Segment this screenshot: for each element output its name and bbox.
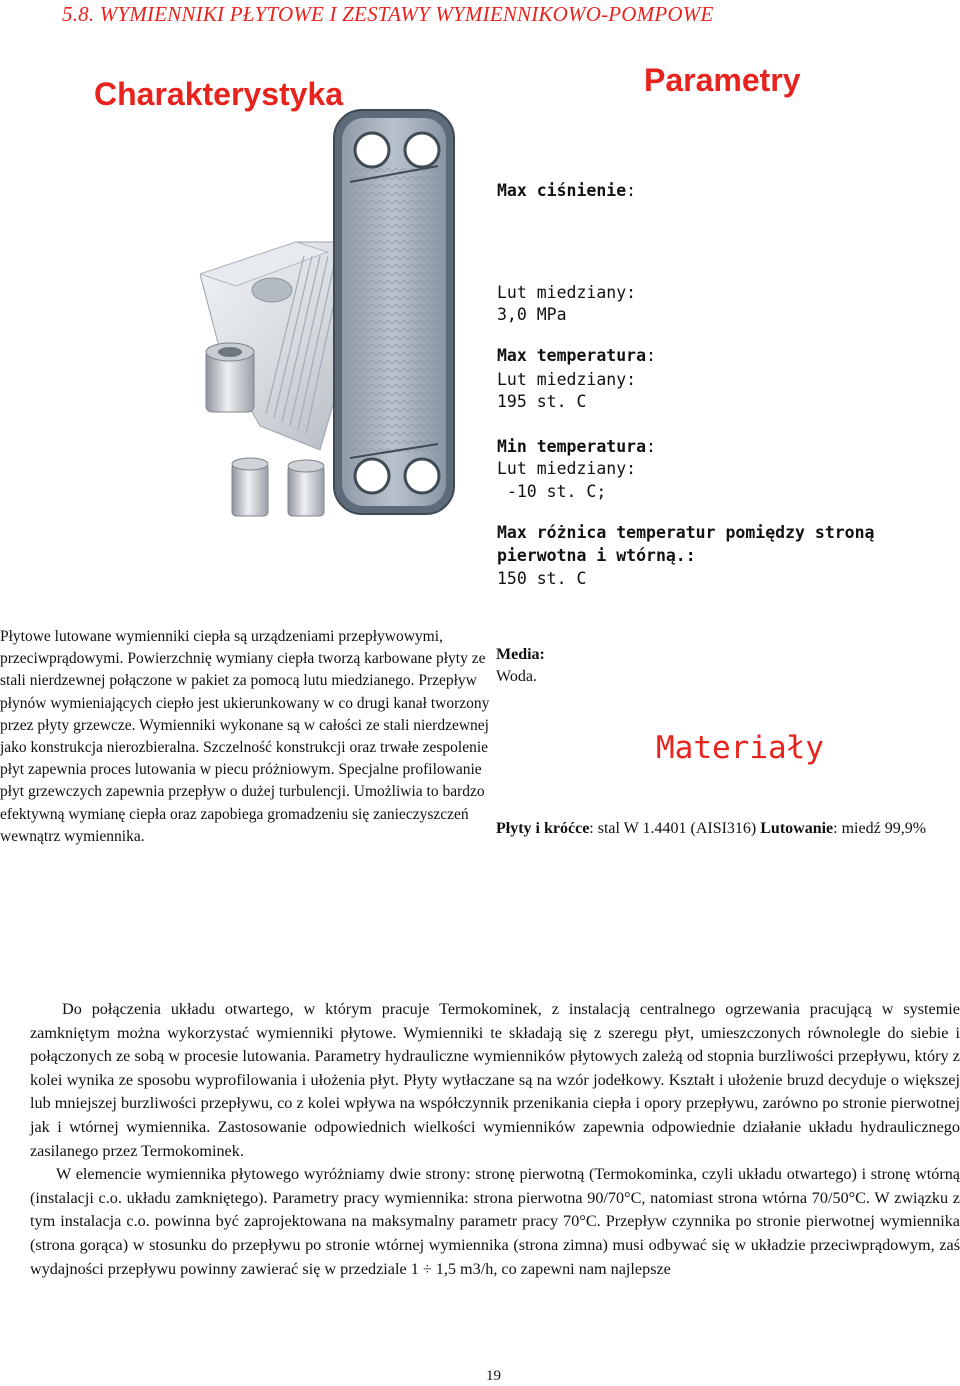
- param-max-temp: Max temperatura:: [497, 346, 656, 365]
- heading-parametry: Parametry: [644, 62, 801, 98]
- param-max-pressure: Max ciśnienie:: [497, 181, 637, 200]
- param-min-temp: Min temperatura:: [497, 437, 656, 456]
- media-block: [496, 644, 545, 688]
- heading-charakterystyka: Charakterystyka: [94, 76, 344, 112]
- param-temp-diff-line1: Max różnica temperatur pomiędzy stroną: [497, 523, 875, 542]
- param-max-temp-lut: Lut miedziany:: [497, 370, 637, 389]
- param-max-pressure-value: 3,0 MPa: [497, 305, 567, 324]
- media-value: Woda.: [496, 668, 537, 685]
- materials-solder-label: Lutowanie: [760, 820, 834, 837]
- materials-plates-label: Płyty i króćce: [496, 820, 590, 837]
- param-max-pressure-label: Max ciśnienie: [497, 181, 627, 200]
- materials-block: Płyty i króćce: stal W 1.4401 (AISI316) Lutowanie: miedź 99,9%: [496, 820, 927, 837]
- param-max-pressure-lut: Lut miedziany:: [497, 283, 637, 302]
- param-min-temp-lut: Lut miedziany:: [497, 459, 637, 478]
- param-temp-diff-line2: pierwotna i wtórną.:: [497, 546, 696, 565]
- param-max-temp-value: 195 st. C: [497, 392, 587, 411]
- body-paragraph-2: W elemencie wymiennika płytowego wyróżniamy dwie strony: stronę pierwotną (Termokominka, czyli układu otwartego) i stronę wtórną (instalacji c.o. układu zamkniętego). Parametry pracy wymiennika: strona pierwotna 90/70°C, natomiast strona wtórna 70/50°C. W związku z tym instalacja c.o. powinna być zaprojektowana na maksymalny parametr pracy 70°C. Przepływ czynnika po stronie pierwotnej wymiennika (strona gorąca) w stosunku do przepływu po stronie wtórnej wymiennika (strona zimna) musi odbywać się w układzie przeciwprądowym, zaś wydajności przepływu powinny zawierać się w przedziale 1 ÷ 1,5 m3/h, co zapewni nam najlepsze: [30, 1165, 960, 1278]
- media-label: Media:: [496, 646, 545, 663]
- param-min-temp-value: -10 st. C;: [497, 482, 607, 501]
- body-text: [30, 998, 960, 1281]
- param-min-temp-label: Min temperatura: [497, 437, 647, 456]
- param-max-temp-label: Max temperatura: [497, 346, 647, 365]
- description-paragraph: Płytowe lutowane wymienniki ciepła są urządzeniami przepływowymi, przeciwprądowymi. Powierzchnię wymiany ciepła tworzą karbowane płyty ze stali nierdzewnej połączone w pakiet za pomocą lutu miedzianego. Przepływ płynów wymieniających ciepło jest ukierunkowany w co drugi kanał tworzony przez płyty grzewcze. Wymienniki wykonane są w całości ze stali nierdzewnej jako konstrukcja nierozbieralna. Szczelność konstrukcji oraz trwałe zespolenie płyt zapewnia proces lutowania w piecu próżniowym. Specjalne profilowanie płyt grzewczych zapewnia przepływ o dużej turbulencji. Umożliwia to bardzo efektywną wymianę ciepła oraz zapobiega gromadzeniu się zanieczyszczeń wewnątrz wymiennika.: [0, 628, 490, 845]
- heading-materialy: Materiały: [656, 730, 824, 766]
- param-temp-diff-value: 150 st. C: [497, 569, 587, 588]
- heat-exchanger-image: [200, 96, 500, 520]
- body-paragraph-1: Do połączenia układu otwartego, w którym pracuje Termokominek, z instalacją centralnego ogrzewania pracującą w systemie zamkniętym można wykorzystać wymienniki płytowe. Wymienniki te składają się z szeregu płyt, umieszczonych równolegle do siebie i połączonych ze sobą w procesie lutowania. Parametry hydrauliczne wymienników płytowych zależą od stopnia burzliwości przepływu, który z kolei wynika ze sposobu wyprofilowania i ułożenia płyt. Płyty wytłaczane są na wzór jodełkowy. Kształt i ułożenie bruzd decyduje o większej lub mniejszej burzliwości przepływu, co z kolei wpływa na współczynnik przenikania ciepła i opory przepływu, zarówno po stronie pierwotnej jak i wtórnej wymiennika. Zastosowanie odpowiednich wielkości wymienników zapewnia odpowiednie działanie układu hydraulicznego zasilanego przez Termokominek.: [30, 1000, 960, 1160]
- section-title: 5.8. WYMIENNIKI PŁYTOWE I ZESTAWY WYMIENNIKOWO-POMPOWE: [62, 2, 714, 26]
- page-number: 19: [486, 1368, 501, 1384]
